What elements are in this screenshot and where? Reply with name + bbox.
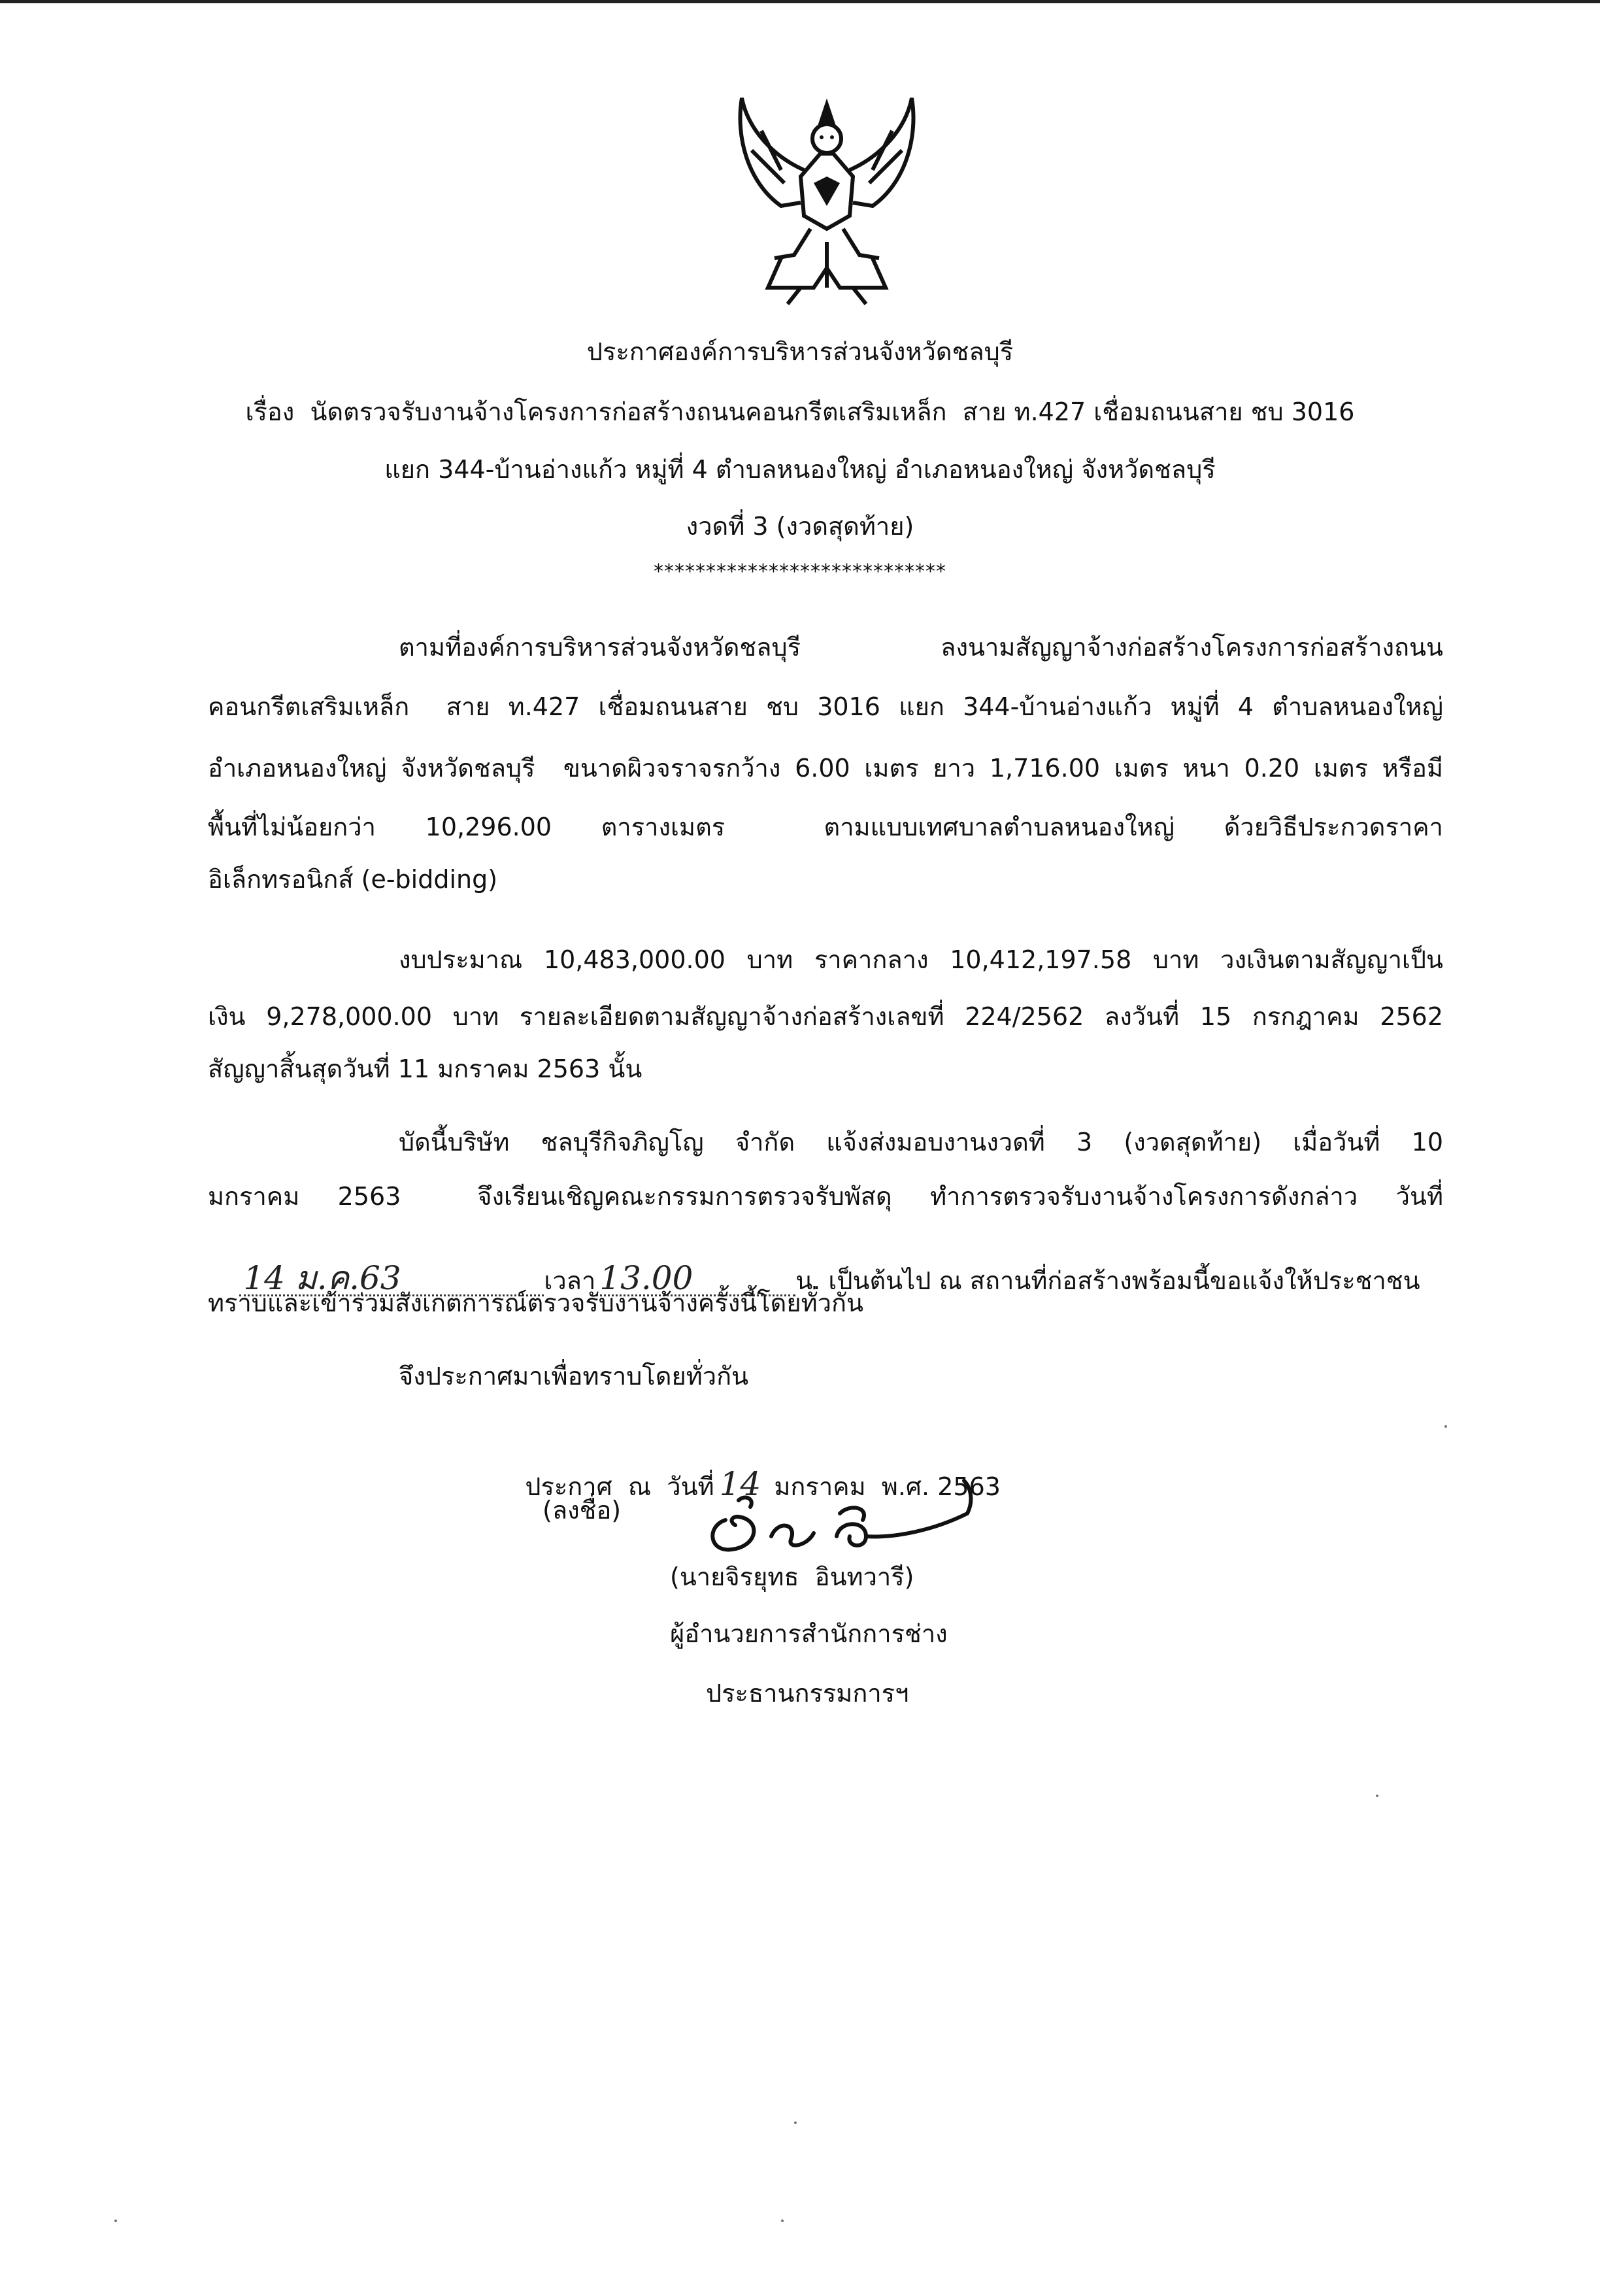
announce-suffix: มกราคม พ.ศ. 2563	[766, 1472, 1001, 1501]
subject-line-3: งวดที่ 3 (งวดสุดท้าย)	[686, 512, 914, 541]
subject-line-1: เรื่อง นัดตรวจรับงานจ้างโครงการก่อสร้างถนนคอนกรีตเสริมเหล็ก สาย ท.427 เชื่อมถนนสาย ชบ 3016	[245, 397, 1355, 426]
handwritten-inspection-date: 14 ม.ค.63	[239, 1262, 544, 1296]
paragraph3-line3-text: น. เป็นต้นไป ณ สถานที่ก่อสร้างพร้อมนี้ขอแจ้งให้ประชาชน	[795, 1266, 1420, 1295]
paragraph1-line1: ตามที่องค์การบริหารส่วนจังหวัดชลบุรี ลงนามสัญญาจ้างก่อสร้างโครงการก่อสร้างถนน	[399, 633, 1443, 662]
signer-role: ประธานกรรมการฯ	[706, 1679, 909, 1708]
paragraph2-line3: สัญญาสิ้นสุดวันที่ 11 มกราคม 2563 นั้น	[208, 1055, 642, 1083]
sign-label: (ลงชื่อ)	[542, 1496, 622, 1525]
paragraph2-line2: เงิน 9,278,000.00 บาท รายละเอียดตามสัญญาจ้างก่อสร้างเลขที่ 224/2562 ลงวันที่ 15 กรกฎาคม 2562	[208, 1002, 1443, 1031]
top-border-line	[0, 0, 1600, 3]
scan-speck	[1376, 1795, 1378, 1797]
subject-line-2: แยก 344-บ้านอ่างแก้ว หมู่ที่ 4 ตำบลหนองใหญ่ อำเภอหนองใหญ่ จังหวัดชลบุรี	[384, 455, 1216, 484]
scan-speck	[781, 2220, 784, 2222]
paragraph2-line1: งบประมาณ 10,483,000.00 บาท ราคากลาง 10,412,197.58 บาท วงเงินตามสัญญาเป็น	[399, 945, 1443, 974]
closing-line: จึงประกาศมาเพื่อทราบโดยทั่วกัน	[399, 1362, 749, 1391]
scan-speck	[794, 2121, 797, 2124]
handwritten-announce-day: 14	[719, 1465, 761, 1503]
paragraph3-line4: ทราบและเข้าร่วมสังเกตการณ์ตรวจรับงานจ้างครั้งนี้โดยทั่วกัน	[208, 1289, 863, 1317]
scan-speck	[114, 2220, 117, 2222]
separator-stars: ****************************	[654, 560, 946, 583]
paragraph1-line4: พื้นที่ไม่น้อยกว่า 10,296.00 ตารางเมตร ตามแบบเทศบาลตำบลหนองใหญ่ ด้วยวิธีประกวดราคา	[208, 813, 1443, 841]
paragraph3-line1: บัดนี้บริษัท ชลบุรีกิจภิญโญ จำกัด แจ้งส่งมอบงานงวดที่ 3 (งวดสุดท้าย) เมื่อวันที่ 10	[399, 1128, 1443, 1156]
announcement-title: ประกาศองค์การบริหารส่วนจังหวัดชลบุรี	[586, 337, 1014, 366]
paragraph1-line2: คอนกรีตเสริมเหล็ก สาย ท.427 เชื่อมถนนสาย ชบ 3016 แยก 344-บ้านอ่างแก้ว หมู่ที่ 4 ตำบลหนองใหญ่	[208, 692, 1443, 721]
garuda-emblem	[722, 92, 931, 307]
announce-prefix: ประกาศ ณ วันที่	[525, 1472, 714, 1501]
scan-speck	[1444, 1425, 1447, 1428]
signer-name: (นายจิรยุทธ อินทวารี)	[670, 1562, 914, 1591]
handwritten-inspection-time: 13.00	[595, 1262, 795, 1296]
paragraph1-line3: อำเภอหนองใหญ่ จังหวัดชลบุรี ขนาดผิวจราจรกว้าง 6.00 เมตร ยาว 1,716.00 เมตร หนา 0.20 เมตร หรือมี	[208, 754, 1443, 783]
paragraph1-line5: อิเล็กทรอนิกส์ (e-bidding)	[208, 865, 498, 894]
paragraph3-line2: มกราคม 2563 จึงเรียนเชิญคณะกรรมการตรวจรับพัสดุ ทำการตรวจรับงานจ้างโครงการดังกล่าว วันที่	[208, 1182, 1443, 1211]
handwritten-signature	[699, 1474, 987, 1559]
time-label: เวลา	[544, 1266, 596, 1295]
signer-position: ผู้อำนวยการสำนักการช่าง	[670, 1619, 948, 1648]
